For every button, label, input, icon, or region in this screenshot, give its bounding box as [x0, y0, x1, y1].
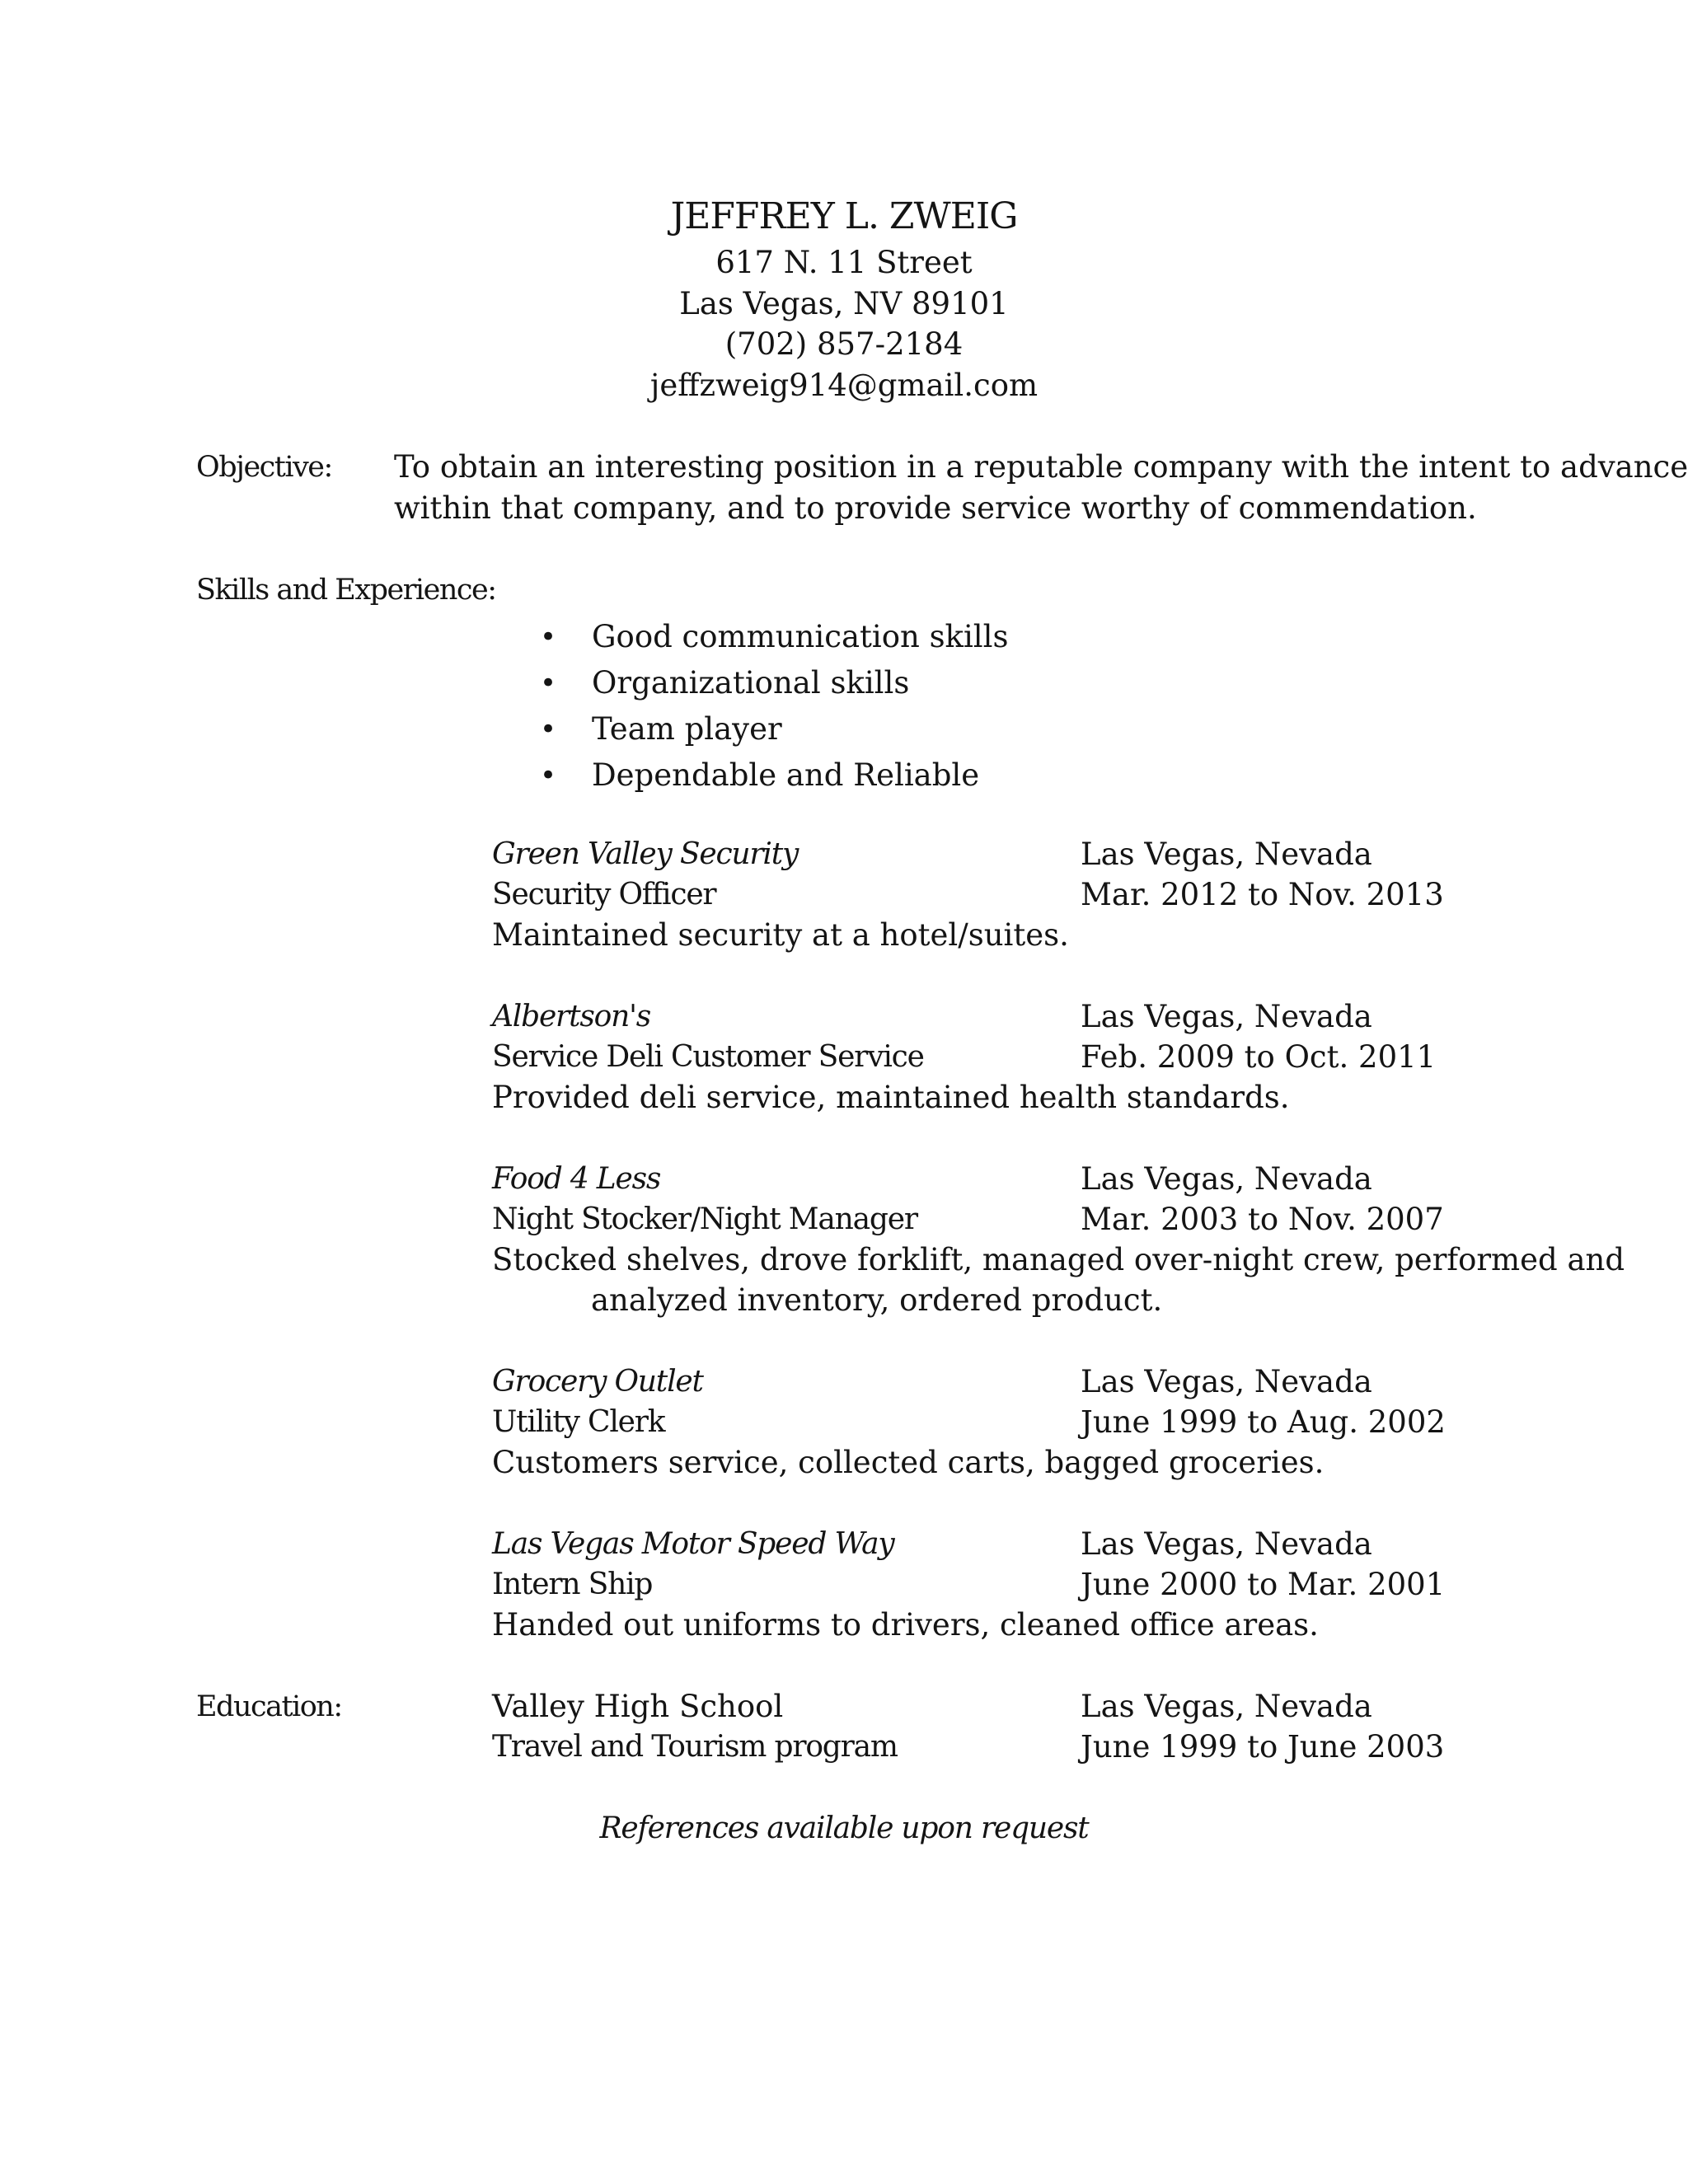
job-description: Handed out uniforms to drivers, cleaned office areas.	[492, 1607, 1319, 1643]
education-dates: June 1999 to June 2003	[1081, 1729, 1445, 1765]
bullet-icon: •	[540, 621, 557, 654]
references-note: References available upon request	[599, 1811, 1089, 1845]
objective-label: Objective:	[196, 451, 332, 484]
job-title: Intern Ship	[492, 1568, 653, 1601]
job-company: Albertson's	[492, 1000, 651, 1033]
job-dates: Mar. 2012 to Nov. 2013	[1081, 877, 1444, 912]
skill-item: Team player	[592, 711, 782, 747]
job-dates: Feb. 2009 to Oct. 2011	[1081, 1039, 1437, 1075]
phone-number: (702) 857-2184	[724, 326, 964, 362]
job-location: Las Vegas, Nevada	[1081, 999, 1372, 1034]
job-title: Security Officer	[492, 878, 716, 912]
skill-item: Dependable and Reliable	[592, 757, 980, 793]
job-title: Utility Clerk	[492, 1405, 665, 1439]
bullet-icon: •	[540, 759, 557, 792]
job-title: Service Deli Customer Service	[492, 1040, 924, 1074]
applicant-name: JEFFREY L. ZWEIG	[670, 195, 1018, 237]
job-company: Green Valley Security	[492, 837, 799, 871]
education-program: Travel and Tourism program	[492, 1730, 898, 1764]
job-company: Grocery Outlet	[492, 1365, 703, 1399]
objective-text-line1: To obtain an interesting position in a reputable company with the intent to advance	[394, 449, 1688, 485]
education-location: Las Vegas, Nevada	[1081, 1689, 1372, 1724]
street-address: 617 N. 11 Street	[715, 245, 973, 280]
job-description: Customers service, collected carts, bagged groceries.	[492, 1445, 1325, 1480]
objective-text-line2: within that company, and to provide service worthy of commendation.	[394, 490, 1477, 526]
job-location: Las Vegas, Nevada	[1081, 1526, 1372, 1562]
job-company: Food 4 Less	[492, 1162, 661, 1196]
bullet-icon: •	[540, 667, 557, 700]
job-description: Provided deli service, maintained health standards.	[492, 1080, 1290, 1115]
job-description-continued: analyzed inventory, ordered product.	[591, 1282, 1163, 1318]
job-location: Las Vegas, Nevada	[1081, 837, 1372, 872]
job-dates: Mar. 2003 to Nov. 2007	[1081, 1202, 1444, 1237]
education-label: Education:	[196, 1690, 342, 1723]
skill-item: Organizational skills	[592, 665, 910, 701]
bullet-icon: •	[540, 713, 557, 746]
skills-label: Skills and Experience:	[196, 574, 496, 607]
skill-item: Good communication skills	[592, 619, 1009, 654]
job-title: Night Stocker/Night Manager	[492, 1202, 917, 1236]
email-address: jeffzweig914@gmail.com	[649, 368, 1039, 403]
job-description: Stocked shelves, drove forklift, managed over-night crew, performed and	[492, 1242, 1625, 1277]
job-dates: June 2000 to Mar. 2001	[1081, 1567, 1446, 1602]
education-school: Valley High School	[492, 1689, 784, 1724]
job-location: Las Vegas, Nevada	[1081, 1364, 1372, 1399]
job-location: Las Vegas, Nevada	[1081, 1161, 1372, 1197]
city-state-zip: Las Vegas, NV 89101	[679, 286, 1009, 321]
job-dates: June 1999 to Aug. 2002	[1081, 1404, 1446, 1440]
job-company: Las Vegas Motor Speed Way	[492, 1527, 894, 1561]
job-description: Maintained security at a hotel/suites.	[492, 917, 1069, 953]
